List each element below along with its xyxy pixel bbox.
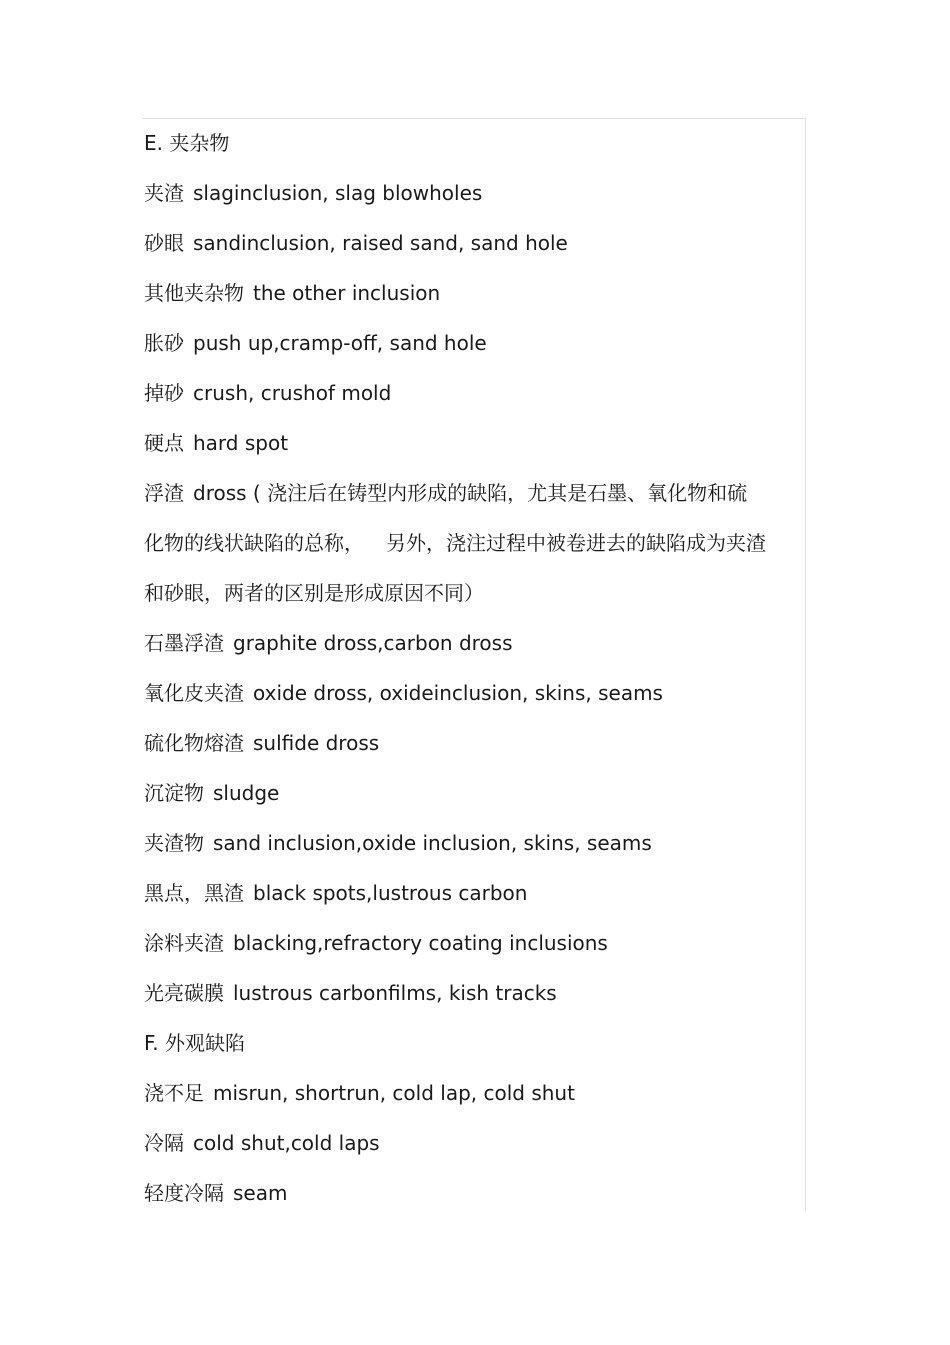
term-en: dross (	[193, 481, 261, 505]
term-zh: 其他夹杂物	[144, 281, 244, 305]
glossary-entry	[144, 618, 794, 668]
dross-note-line1: 浇注后在铸型内形成的缺陷，尤其是石墨、氧化物和硫	[267, 481, 748, 505]
dross-note-line2b: 另外，浇注过程中被卷进去的缺陷成为夹渣	[386, 531, 766, 555]
term-en: slaginclusion, slag blowholes	[193, 181, 483, 205]
glossary-entry	[144, 668, 794, 718]
glossary-entry	[144, 818, 794, 868]
term-en: sandinclusion, raised sand, sand hole	[193, 231, 568, 255]
term-en: hard spot	[193, 431, 289, 455]
dross-note-line2a: 化物的线状缺陷的总称，	[144, 531, 364, 555]
glossary-entry	[144, 968, 794, 1018]
term-zh: 沉淀物	[144, 781, 204, 805]
term-en: lustrous carbonfilms, kish tracks	[233, 981, 557, 1005]
term-zh: 冷隔	[144, 1131, 184, 1155]
glossary-entry	[144, 418, 794, 468]
term-zh: 夹渣物	[144, 831, 204, 855]
term-zh: 涂料夹渣	[144, 931, 224, 955]
term-en: graphite dross,carbon dross	[233, 631, 513, 655]
term-zh: 浇不足	[144, 1081, 204, 1105]
glossary-entry	[144, 768, 794, 818]
section-heading-e: E. 夹杂物	[144, 131, 230, 155]
term-en: cold shut,cold laps	[193, 1131, 380, 1155]
glossary-entry	[144, 268, 794, 318]
term-en: misrun, shortrun, cold lap, cold shut	[213, 1081, 575, 1105]
glossary-entry	[144, 868, 794, 918]
term-en: push up,cramp-off, sand hole	[193, 331, 487, 355]
glossary-entry	[144, 218, 794, 268]
term-zh: 硫化物熔渣	[144, 731, 244, 755]
term-zh: 砂眼	[144, 231, 184, 255]
glossary-entry	[144, 1068, 794, 1118]
term-zh: 胀砂	[144, 331, 184, 355]
document-content	[144, 118, 794, 1218]
term-en: blacking,refractory coating inclusions	[233, 931, 608, 955]
glossary-entry	[144, 718, 794, 768]
glossary-entry	[144, 1118, 794, 1168]
glossary-entry-dross	[144, 468, 794, 518]
dross-note-line2	[144, 518, 794, 568]
term-zh: 夹渣	[144, 181, 184, 205]
term-en: sand inclusion,oxide inclusion, skins, seams	[213, 831, 652, 855]
term-zh: 掉砂	[144, 381, 184, 405]
dross-note-line3: 和砂眼，两者的区别是形成原因不同）	[144, 581, 484, 605]
term-en: seam	[233, 1181, 288, 1205]
section-heading-f: F. 外观缺陷	[144, 1031, 246, 1055]
glossary-entry	[144, 318, 794, 368]
glossary-entry	[144, 1168, 794, 1218]
term-en: sludge	[213, 781, 280, 805]
term-en: the other inclusion	[253, 281, 441, 305]
term-zh: 氧化皮夹渣	[144, 681, 244, 705]
glossary-entry	[144, 368, 794, 418]
term-zh: 硬点	[144, 431, 184, 455]
term-zh: 黑点，黑渣	[144, 881, 244, 905]
glossary-entry	[144, 918, 794, 968]
term-zh: 石墨浮渣	[144, 631, 224, 655]
term-zh: 浮渣	[144, 481, 184, 505]
term-en: black spots,lustrous carbon	[253, 881, 528, 905]
glossary-entry	[144, 168, 794, 218]
term-zh: 光亮碳膜	[144, 981, 224, 1005]
term-en: sulfide dross	[253, 731, 380, 755]
term-en: oxide dross, oxideinclusion, skins, seams	[253, 681, 663, 705]
term-en: crush, crushof mold	[193, 381, 392, 405]
term-zh: 轻度冷隔	[144, 1181, 224, 1205]
